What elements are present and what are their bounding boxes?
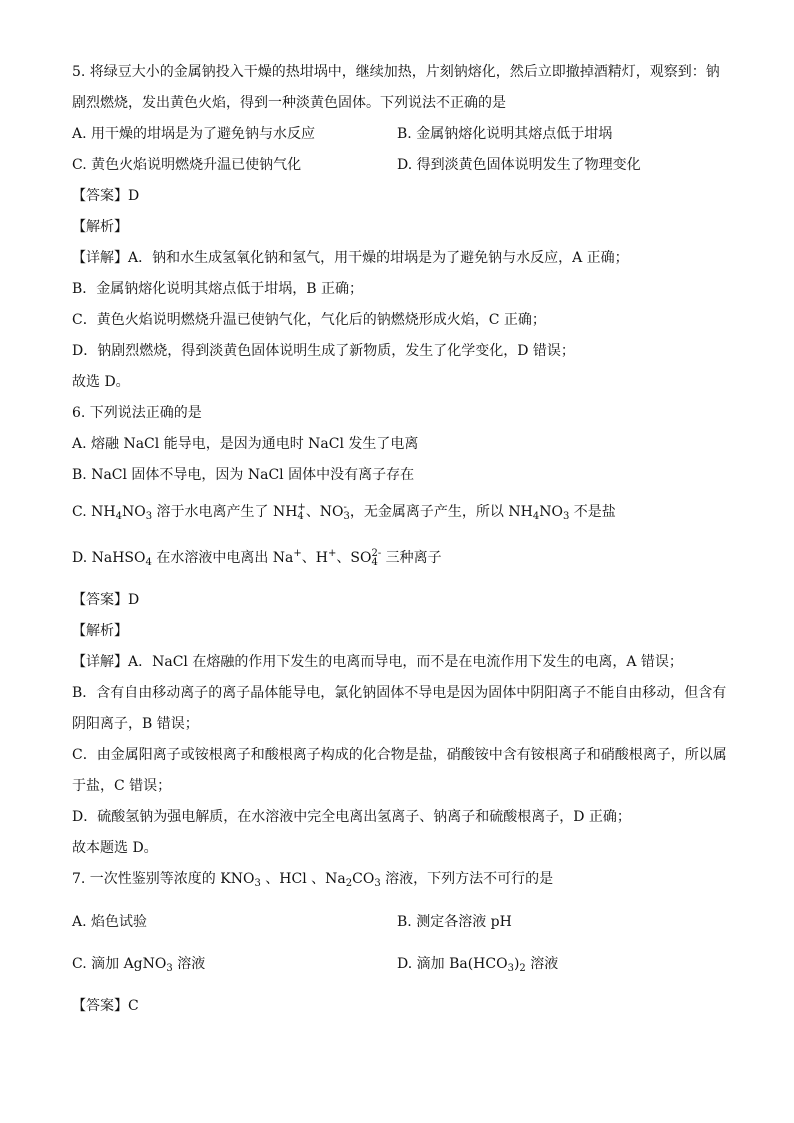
question-5-option-c: C. 黄色火焰说明燃烧升温已使钠气化 bbox=[72, 157, 302, 173]
question-6-analysis-label: 【解析】 bbox=[72, 623, 128, 639]
question-7 bbox=[72, 869, 722, 1016]
question-6-option-b: B. NaCl 固体不导电，因为 NaCl 固体中没有离子存在 bbox=[72, 467, 415, 483]
question-5-option-b: B. 金属钠熔化说明其熔点低于坩埚 bbox=[397, 126, 613, 142]
question-6-conclusion: 故本题选 D。 bbox=[72, 840, 158, 856]
question-6-detail-3b: 于盐，C 错误； bbox=[72, 778, 172, 794]
question-6-option-a: A. 熔融 NaCl 能导电，是因为通电时 NaCl 发生了电离 bbox=[72, 436, 419, 452]
question-6-answer: 【答案】D bbox=[72, 592, 140, 608]
question-5-stem-line-2: 剧烈燃烧，发出黄色火焰，得到一种淡黄色固体。下列说法不正确的是 bbox=[72, 95, 506, 111]
question-5-options-row-1 bbox=[72, 124, 722, 144]
question-5-detail-2: B．金属钠熔化说明其熔点低于坩埚，B 正确； bbox=[72, 281, 364, 297]
question-6-detail-2b: 阴阳离子，B 错误； bbox=[72, 716, 199, 732]
question-5-stem-line-1: 5. 将绿豆大小的金属钠投入干燥的热坩埚中，继续加热，片刻钠熔化，然后立即撤掉酒精灯，观察到：钠 bbox=[72, 64, 720, 80]
question-7-options-row-2 bbox=[72, 954, 722, 979]
question-5-analysis-label: 【解析】 bbox=[72, 219, 128, 235]
question-7-answer: 【答案】C bbox=[72, 998, 139, 1014]
document-page bbox=[72, 62, 727, 1016]
question-5 bbox=[72, 62, 722, 392]
question-6-detail-2a: B．含有自由移动离子的离子晶体能导电，氯化钠固体不导电是因为固体中阴阳离子不能自由移动，但含有 bbox=[72, 685, 727, 701]
question-5-options-row-2 bbox=[72, 155, 722, 175]
question-5-detail-1: 【详解】A．钠和水生成氢氧化钠和氢气，用干燥的坩埚是为了避免钠与水反应，A 正确； bbox=[72, 250, 629, 266]
question-7-stem: 7. 一次性鉴别等浓度的 $KNO_3$ 、HCl 、$Na_2CO_3$ 溶液，下列方法不可行的是 bbox=[72, 871, 554, 889]
question-6-detail-1: 【详解】A．NaCl 在熔融的作用下发生的电离而导电，而不是在电流作用下发生的电离，A 错误； bbox=[72, 654, 683, 670]
question-7-option-b: B. 测定各溶液 pH bbox=[397, 914, 512, 930]
question-5-option-d: D. 得到淡黄色固体说明发生了物理变化 bbox=[397, 157, 641, 173]
question-6-option-c: C. $NH_4NO_3$ 溶于水电离产生了 NH + 4 、NO - 3 ，无金属离子产生，所以 $NH_4NO_3$ 不是盐 bbox=[72, 502, 616, 522]
question-7-option-c: C. 滴加 AgNO$_3$ 溶液 bbox=[72, 956, 206, 974]
question-5-detail-4: D．钠剧烈燃烧，得到淡黄色固体说明生成了新物质，发生了化学变化，D 错误； bbox=[72, 343, 575, 359]
question-5-conclusion: 故选 D。 bbox=[72, 374, 130, 390]
question-7-option-a: A. 焰色试验 bbox=[72, 914, 148, 930]
question-6-stem: 6. 下列说法正确的是 bbox=[72, 405, 202, 421]
question-5-detail-3: C．黄色火焰说明燃烧升温已使钠气化，气化后的钠燃烧形成火焰，C 正确； bbox=[72, 312, 546, 328]
question-6-detail-3a: C．由金属阳离子或铵根离子和酸根离子构成的化合物是盐，硝酸铵中含有铵根离子和硝酸根离子，所以属 bbox=[72, 747, 727, 763]
question-6 bbox=[72, 403, 727, 858]
question-7-option-d: D. 滴加 $Ba(HCO_3)_2$ 溶液 bbox=[397, 956, 559, 974]
question-5-option-a: A. 用干燥的坩埚是为了避免钠与水反应 bbox=[72, 126, 316, 142]
question-5-answer: 【答案】D bbox=[72, 188, 140, 204]
question-7-options-row-1 bbox=[72, 912, 722, 932]
question-6-detail-4: D．硫酸氢钠为强电解质，在水溶液中完全电离出氢离子、钠离子和硫酸根离子，D 正确； bbox=[72, 809, 631, 825]
question-6-option-d: D. NaHSO$_4$ 在水溶液中电离出 Na+、H+、SO 2- 4 三种离子 bbox=[72, 548, 442, 568]
